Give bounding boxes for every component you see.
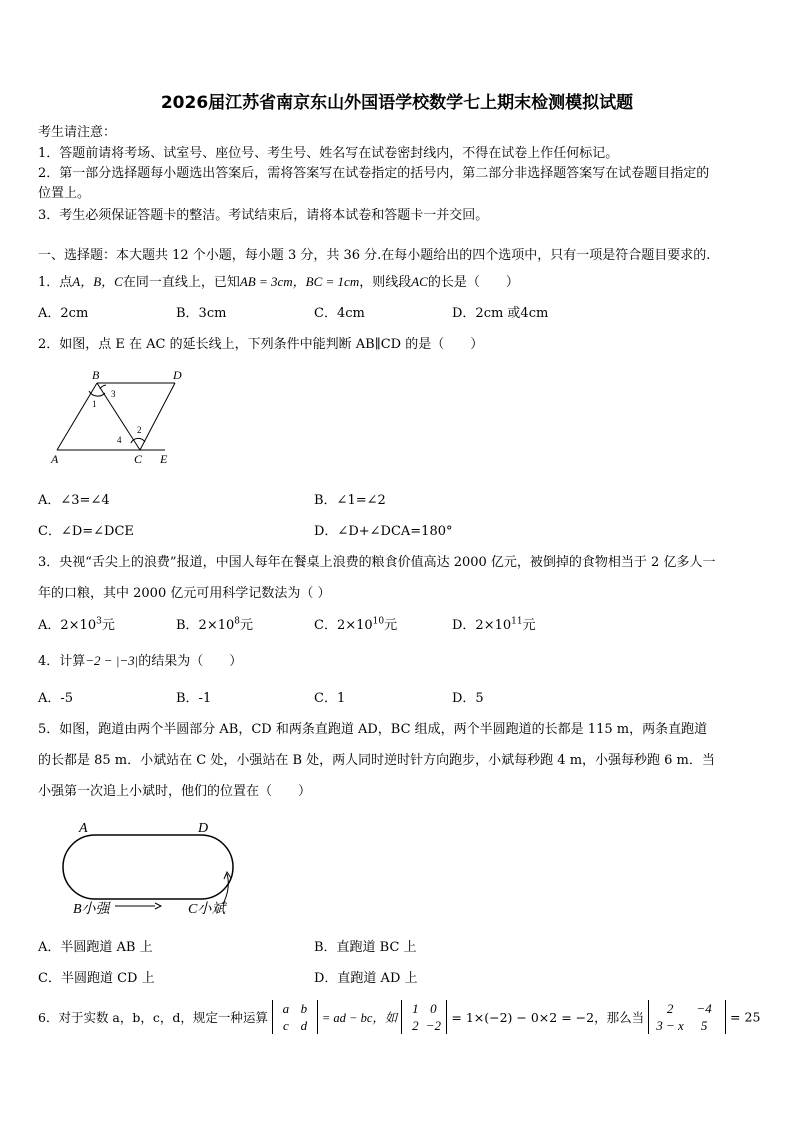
label-3: 3 — [111, 389, 116, 399]
question-5-stem: 5．如图，跑道由两个半圆部分 AB，CD 和两条直跑道 AD，BC 组成，两个半圆跑道的长都是 115 m，两条直跑道 — [38, 722, 708, 737]
label-a: A — [79, 821, 88, 836]
q3-option-b: B．$2\times 10^8$元 — [176, 616, 254, 633]
label-2: 2 — [137, 425, 142, 435]
determinant-example: 1 0 2 −2 — [401, 1000, 447, 1034]
q3-option-a: A．$2\times 10^3$元 — [38, 616, 115, 633]
question-4-stem: 4．计算−2 − |−3|的结果为（ ） — [38, 653, 243, 669]
angle-3-arc — [100, 385, 106, 389]
q2-option-a: A．∠3=∠4 — [38, 493, 110, 508]
arrow-head-right — [155, 903, 161, 909]
section-heading: 一、选择题：本大题共 12 个小题，每小题 3 分，共 36 分.在每小题给出的四个选项中，只有一项是符合题目要求的. — [38, 248, 711, 263]
label-b: B小强 — [73, 902, 110, 917]
track-outline — [63, 835, 233, 899]
label-1: 1 — [92, 399, 97, 409]
question-2-stem: 2．如图，点 E 在 AC 的延长线上，下列条件中能判断 AB∥CD 的是（ ） — [38, 337, 484, 352]
q1-option-d: D．2cm 或4cm — [452, 306, 549, 321]
q5-option-b: B．直跑道 BC 上 — [314, 940, 417, 955]
label-e: E — [160, 452, 168, 466]
q2-option-b: B．∠1=∠2 — [314, 493, 386, 508]
question-3-stem: 年的口粮，其中 2000 亿元可用科学记数法为（ ） — [38, 586, 331, 601]
q4-option-b: B．-1 — [176, 691, 212, 706]
q2-option-c: C．∠D=∠DCE — [38, 524, 134, 539]
q3-option-d: D．$2\times 10^{11}$元 — [452, 616, 536, 633]
question-3-stem: 3．央视“舌尖上的浪费”报道，中国人每年在餐桌上浪费的粮食价值高达 2000 亿元，被倒掉的食物相当于 2 亿多人一 — [38, 555, 716, 570]
q4-option-d: D．5 — [452, 691, 484, 706]
q1-option-b: B．3cm — [176, 306, 227, 321]
question-5-stem: 小强第一次追上小斌时，他们的位置在（ ） — [38, 784, 312, 799]
label-4: 4 — [117, 435, 122, 445]
q1-option-c: C．4cm — [314, 306, 365, 321]
label-d: D — [173, 368, 182, 382]
determinant-question: 2 −4 3 − x 5 — [648, 1000, 726, 1034]
notice-item: 1．答题前请将考场、试室号、座位号、考生号、姓名写在试卷密封线内，不得在试卷上作任何标记。 — [38, 146, 619, 161]
q2-figure — [45, 365, 205, 470]
q5-option-c: C．半圆跑道 CD 上 — [38, 971, 155, 986]
label-c: C小斌 — [188, 902, 226, 917]
q2-option-d: D．∠D+∠DCA=180° — [314, 524, 453, 539]
determinant-abcd: a b c d — [272, 1000, 318, 1034]
q5-track-figure — [55, 818, 255, 920]
q4-expression: −2 − |−3| — [85, 653, 139, 668]
question-1-stem: 1．点A，B，C在同一直线上，已知AB = 3cm，BC = 1cm，则线段AC的长是（ ） — [38, 274, 519, 290]
q5-option-a: A．半圆跑道 AB 上 — [38, 940, 153, 955]
label-c: C — [134, 452, 143, 466]
q1-option-a: A．2cm — [38, 306, 89, 321]
q4-option-a: A．-5 — [38, 691, 74, 706]
label-d: D — [198, 821, 209, 836]
question-6-stem: 6．对于实数 a，b，c，d，规定一种运算 a b c d = ad − bc，如 1 0 2 −2 = 1×(−2) − 0×2 = −2，那么当 2 −4 3 − x 5 = 25 — [38, 1001, 761, 1033]
line-cd — [140, 383, 175, 450]
notice-item: 2．第一部分选择题每小题选出答案后，需将答案写在试卷指定的括号内，第二部分非选择题答案写在试卷题目指定的 — [38, 166, 710, 181]
page-title: 2026届江苏省南京东山外国语学校数学七上期末检测模拟试题 — [160, 93, 634, 113]
notice-item: 3．考生必须保证答题卡的整洁。考试结束后，请将本试卷和答题卡一并交回。 — [38, 208, 489, 223]
q4-option-c: C．1 — [314, 691, 346, 706]
q5-option-d: D．直跑道 AD 上 — [314, 971, 418, 986]
q3-option-c: C．$2\times 10^{10}$元 — [314, 616, 398, 633]
label-b: B — [92, 368, 100, 382]
question-5-stem: 的长都是 85 m．小斌站在 C 处，小强站在 B 处，两人同时逆时针方向跑步，小斌每秒跑 4 m，小强每秒跑 6 m．当 — [38, 753, 715, 768]
q1-condition: AB = 3cm，BC = 1cm — [239, 274, 360, 289]
notice-heading: 考生请注意： — [38, 125, 117, 140]
label-a: A — [51, 452, 59, 466]
q1-points: A，B，C — [72, 274, 123, 289]
notice-item: 位置上。 — [38, 186, 91, 201]
